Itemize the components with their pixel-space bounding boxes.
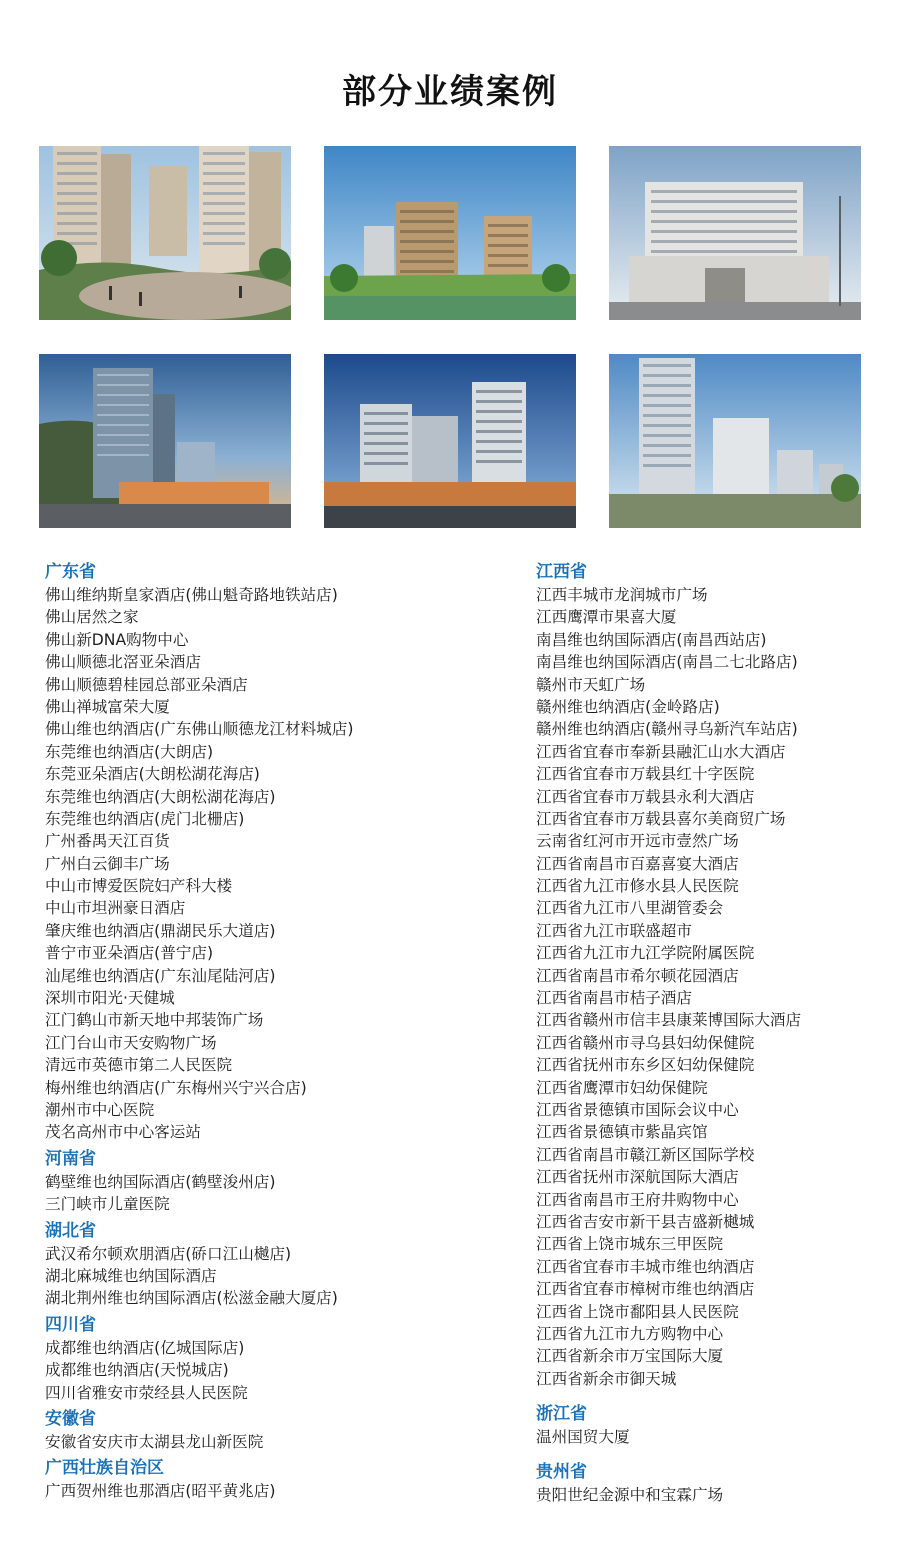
project-item: 江西省上饶市城东三甲医院	[536, 1235, 724, 1254]
project-item: 佛山禅城富荣大厦	[45, 697, 170, 716]
province-heading-sichuan: 四川省	[45, 1314, 96, 1335]
project-item: 佛山顺德碧桂园总部亚朵酒店	[45, 675, 248, 694]
project-item: 佛山维也纳酒店(广东佛山顺德龙江材料城店)	[45, 720, 354, 739]
project-item: 安徽省安庆市太湖县龙山新医院	[45, 1432, 264, 1451]
project-item: 江西省赣州市寻乌县妇幼保健院	[536, 1033, 755, 1052]
project-item: 深圳市阳光·天健城	[45, 989, 175, 1008]
province-heading-zhejiang: 浙江省	[536, 1404, 587, 1425]
project-item: 江西省南昌市百嘉喜宴大酒店	[536, 854, 739, 873]
project-item: 江西省新余市御天城	[536, 1369, 677, 1388]
project-item: 茂名高州市中心客运站	[45, 1123, 201, 1142]
province-heading-henan: 河南省	[45, 1148, 96, 1169]
project-item: 江西省抚州市东乡区妇幼保健院	[536, 1056, 755, 1075]
project-item: 江西鹰潭市果喜大厦	[536, 608, 677, 627]
project-list-hubei	[45, 1243, 485, 1310]
project-item: 江西省宜春市樟树市维也纳酒店	[536, 1280, 755, 1299]
project-list-sichuan	[45, 1337, 485, 1404]
project-item: 江西省鹰潭市妇幼保健院	[536, 1078, 708, 1097]
project-item: 东莞维也纳酒店(大朗店)	[45, 742, 214, 761]
project-list-guizhou	[536, 1484, 876, 1506]
project-item: 江西省九江市九江学院附属医院	[536, 944, 755, 963]
project-list-anhui	[45, 1431, 485, 1453]
project-item: 江西省宜春市万载县永利大酒店	[536, 787, 755, 806]
project-list-jiangxi	[536, 584, 876, 1390]
project-list-guangxi	[45, 1480, 485, 1502]
project-item: 梅州维也纳酒店(广东梅州兴宁兴合店)	[45, 1078, 307, 1097]
project-item: 三门峡市儿童医院	[45, 1195, 170, 1214]
project-item: 佛山维纳斯皇家酒店(佛山魁奇路地铁站店)	[45, 586, 338, 604]
project-item: 江西省九江市八里湖管委会	[536, 899, 724, 918]
project-item: 中山市博爱医院妇产科大楼	[45, 877, 233, 896]
project-item: 汕尾维也纳酒店(广东汕尾陆河店)	[45, 966, 276, 985]
project-item: 江西省吉安市新干县吉盛新樾城	[536, 1212, 755, 1231]
project-item: 广州番禺天江百货	[45, 832, 170, 851]
project-item: 佛山居然之家	[45, 608, 139, 627]
project-item: 清远市英德市第二人民医院	[45, 1056, 233, 1075]
project-item: 江门台山市天安购物广场	[45, 1033, 217, 1052]
project-item: 赣州维也纳酒店(赣州寻乌新汽车站店)	[536, 720, 798, 739]
project-item: 江西省九江市联盛超市	[536, 921, 692, 940]
project-item: 中山市坦洲豪日酒店	[45, 899, 186, 918]
project-item: 江西省宜春市万载县红十字医院	[536, 765, 755, 784]
project-item: 江门鹤山市新天地中邦装饰广场	[45, 1011, 264, 1030]
project-item: 江西省赣州市信丰县康莱博国际大酒店	[536, 1011, 802, 1030]
building-photo-apartment-towers	[324, 354, 576, 528]
project-item: 江西省南昌市桔子酒店	[536, 989, 692, 1008]
province-heading-guizhou: 贵州省	[536, 1462, 587, 1483]
project-photo-gallery	[39, 146, 861, 528]
building-photo-office-block	[609, 146, 861, 320]
project-item: 武汉希尔顿欢朋酒店(硚口江山樾店)	[45, 1244, 292, 1263]
project-list-left	[45, 560, 485, 1503]
project-item: 东莞亚朵酒店(大朗松湖花海店)	[45, 765, 260, 784]
project-item: 湖北荆州维也纳国际酒店(松滋金融大厦店)	[45, 1289, 338, 1308]
project-item: 江西省景德镇市紫晶宾馆	[536, 1123, 708, 1142]
project-item: 江西省九江市修水县人民医院	[536, 877, 739, 896]
project-item: 温州国贸大厦	[536, 1428, 630, 1447]
building-photo-residential-towers	[324, 146, 576, 320]
project-item: 佛山顺德北滘亚朵酒店	[45, 653, 201, 672]
project-item: 江西省南昌市赣江新区国际学校	[536, 1145, 755, 1164]
project-item: 东莞维也纳酒店(大朗松湖花海店)	[45, 787, 276, 806]
project-item: 南昌维也纳国际酒店(南昌二七北路店)	[536, 653, 798, 672]
project-item: 江西省宜春市万载县喜尔美商贸广场	[536, 809, 786, 828]
project-item: 成都维也纳酒店(天悦城店)	[45, 1361, 229, 1380]
project-item: 江西省南昌市希尔顿花园酒店	[536, 966, 739, 985]
project-item: 南昌维也纳国际酒店(南昌西站店)	[536, 630, 767, 649]
project-item: 潮州市中心医院	[45, 1100, 155, 1119]
project-item: 赣州市天虹广场	[536, 675, 646, 694]
building-photo-commercial-complex	[39, 354, 291, 528]
project-item: 江西省景德镇市国际会议中心	[536, 1100, 739, 1119]
project-list-zhejiang	[536, 1426, 876, 1448]
province-heading-hubei: 湖北省	[45, 1220, 96, 1241]
project-item: 东莞维也纳酒店(虎门北栅店)	[45, 809, 245, 828]
project-list-guangdong	[45, 584, 485, 1144]
building-photo-hospital-towers	[609, 354, 861, 528]
project-item: 江西省上饶市鄱阳县人民医院	[536, 1302, 739, 1321]
project-item: 贵阳世纪金源中和宝霖广场	[536, 1486, 724, 1505]
project-item: 江西省宜春市奉新县融汇山水大酒店	[536, 742, 786, 761]
project-item: 江西省九江市九方购物中心	[536, 1324, 724, 1343]
project-item: 广西贺州维也那酒店(昭平黄兆店)	[45, 1482, 276, 1501]
building-photo-residential-plaza	[39, 146, 291, 320]
project-item: 成都维也纳酒店(亿城国际店)	[45, 1338, 245, 1357]
project-item: 江西省宜春市丰城市维也纳酒店	[536, 1257, 755, 1276]
project-item: 肇庆维也纳酒店(鼎湖民乐大道店)	[45, 921, 276, 940]
project-item: 江西丰城市龙润城市广场	[536, 586, 708, 604]
project-item: 鹤壁维也纳国际酒店(鹤壁浚州店)	[45, 1172, 276, 1191]
project-item: 江西省南昌市王府井购物中心	[536, 1190, 739, 1209]
province-heading-anhui: 安徽省	[45, 1408, 96, 1429]
project-item: 广州白云御丰广场	[45, 854, 170, 873]
project-item: 普宁市亚朵酒店(普宁店)	[45, 944, 214, 963]
project-item: 江西省新余市万宝国际大厦	[536, 1347, 724, 1366]
project-item: 云南省红河市开远市壹然广场	[536, 832, 739, 851]
province-heading-guangxi: 广西壮族自治区	[45, 1458, 164, 1479]
project-item: 四川省雅安市荥经县人民医院	[45, 1383, 248, 1402]
province-heading-guangdong: 广东省	[45, 562, 96, 582]
province-heading-jiangxi: 江西省	[536, 562, 587, 582]
project-item: 赣州维也纳酒店(金岭路店)	[536, 697, 720, 716]
project-item: 江西省抚州市深航国际大酒店	[536, 1168, 739, 1187]
project-list-right	[536, 560, 876, 1507]
project-item: 湖北麻城维也纳国际酒店	[45, 1266, 217, 1285]
project-list-henan	[45, 1171, 485, 1216]
project-item: 佛山新DNA购物中心	[45, 630, 189, 649]
page-title: 部分业绩案例	[342, 72, 558, 112]
